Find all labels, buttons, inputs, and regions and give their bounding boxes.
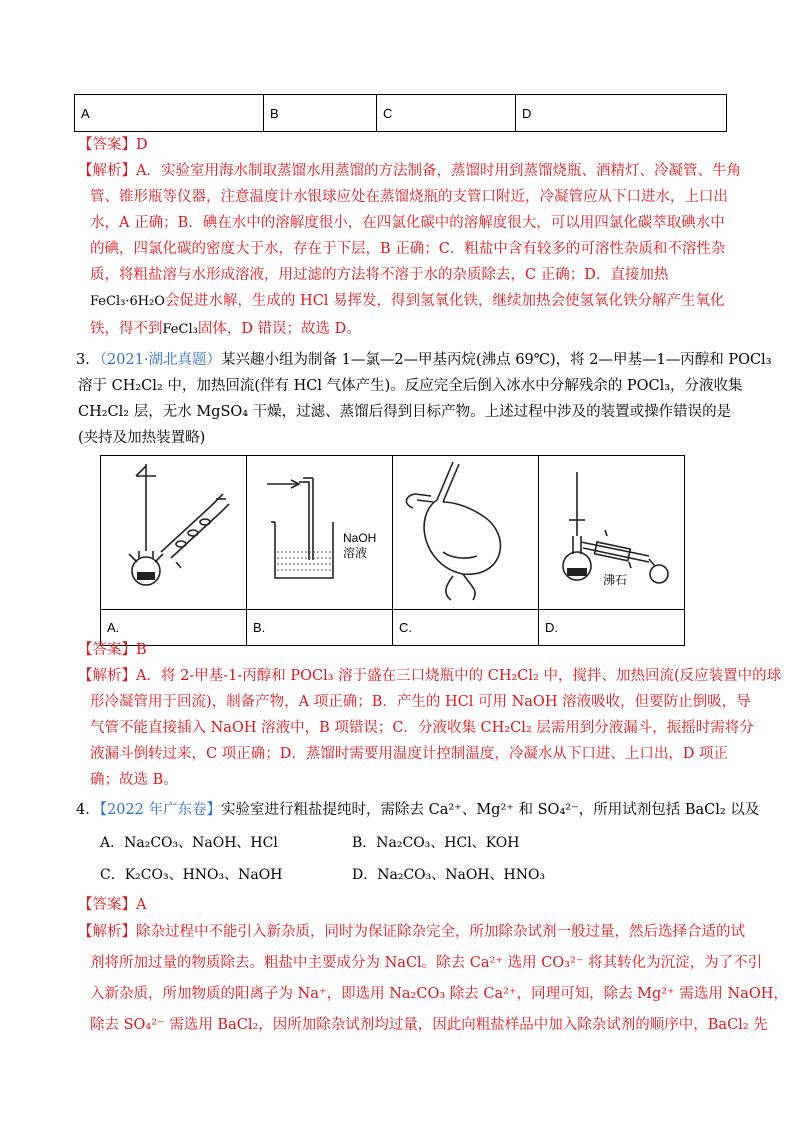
- figure-d-cell: [539, 456, 685, 610]
- q2-option-b: B: [264, 95, 377, 132]
- q3-analysis-line-4: 液漏斗倒转过来，C 项正确；D．蒸馏时需要用温度计控制温度，冷凝水从下口进、上口出，D 项正: [90, 746, 729, 762]
- q4-option-c: C．K₂CO₃、HNO₃、NaOH: [100, 867, 283, 883]
- formula-fecl3: FeCl₃: [162, 322, 198, 337]
- q4-option-b: B．Na₂CO₃、HCl、KOH: [352, 835, 520, 851]
- q2-analysis-line-4: 的碘，四氯化碳的密度大于水，存在于下层，B 正确；C．粗盐中含有较多的可溶性杂质和不溶性杂: [90, 241, 726, 257]
- answer-value: D: [136, 137, 148, 153]
- q3-stem-line-1: 3．（2021·湖北真题）某兴趣小组为制备 1—氯—2—甲基丙烷(沸点 69℃)，将 2—甲基—1—丙醇和 POCl₃: [76, 352, 772, 368]
- naoh-label: NaOH: [343, 531, 377, 545]
- answer-label: 【答案】: [78, 897, 136, 913]
- analysis-label: 【解析】: [78, 163, 136, 179]
- distillation-apparatus-image: [539, 456, 684, 606]
- q4-analysis-line-1: 【解析】除杂过程中不能引入新杂质，同时为保证除杂完全，所加除杂试剂一般过量，然后选择合适的试: [78, 924, 745, 940]
- q4-option-d: D．Na₂CO₃、NaOH、HNO₃: [352, 867, 546, 883]
- q2-option-c: C: [377, 95, 516, 132]
- q4-analysis-line-4: 除去 SO₄²⁻ 需选用 BaCl₂，因所加除杂试剂均过量，因此向粗盐样品中加入除杂试剂的顺序中，BaCl₂ 先: [90, 1017, 768, 1033]
- q3-option-c: C.: [393, 610, 539, 646]
- question-number: 4．: [76, 802, 100, 818]
- q3-option-d: D.: [539, 610, 685, 646]
- q2-analysis-line-1: 【解析】A．实验室用海水制取蒸馏水用蒸馏的方法制备，蒸馏时用到蒸馏烧瓶、酒精灯、冷凝管、牛角: [78, 163, 741, 179]
- answer-value: B: [136, 642, 147, 658]
- figure-b-cell: [247, 456, 393, 610]
- q3-stem-line-2: 溶于 CH₂Cl₂ 中，加热回流(伴有 HCl 气体产生)。反应完全后倒入冰水中分解残余的 POCl₃，分液收集: [78, 378, 743, 394]
- question-source: （2021·湖北真题）: [99, 352, 221, 368]
- gas-absorption-image: [247, 456, 392, 606]
- q2-analysis-line-2: 管、锥形瓶等仪器，注意温度计水银球应处在蒸馏烧瓶的支管口附近，冷凝管应从下口进水，上口出: [90, 189, 728, 205]
- q3-option-b: B.: [247, 610, 393, 646]
- boiling-chips-label: 沸石: [603, 573, 628, 587]
- q4-option-a: A．Na₂CO₃、NaOH、HCl: [100, 835, 278, 851]
- q3-apparatus-table: [100, 455, 685, 646]
- q3-answer: [78, 640, 147, 660]
- q2-answer: [78, 135, 148, 155]
- q2-analysis-line-5: 质，将粗盐溶与水形成溶液，用过滤的方法将不溶于水的杂质除去，C 正确；D．直接加热: [90, 267, 669, 283]
- analysis-label: 【解析】: [78, 924, 136, 940]
- q3-option-a: A.: [101, 610, 247, 646]
- q4-analysis-line-3: 入新杂质，所加物质的阳离子为 Na⁺，即选用 Na₂CO₃ 除去 Ca²⁺，同理可知，除去 Mg²⁺ 需选用 NaOH，: [90, 986, 788, 1002]
- separatory-funnel-shaking-image: [393, 456, 538, 606]
- figure-a-cell: [101, 456, 247, 610]
- q2-option-d: D: [516, 95, 727, 132]
- q3-stem-line-3: CH₂Cl₂ 层，无水 MgSO₄ 干燥，过滤、蒸馏后得到目标产物。上述过程中涉及的装置或操作错误的是: [78, 404, 732, 420]
- q4-analysis-line-2: 剂将所加过量的物质除去。粗盐中主要成分为 NaCl。除去 Ca²⁺ 选用 CO₃²⁻ 将其转化为沉淀，为了不引: [90, 955, 763, 971]
- q3-analysis-line-3: 气管不能直接插入 NaOH 溶液中，B 项错误；C．分液收集 CH₂Cl₂ 层需用到分液漏斗，振摇时需将分: [90, 720, 754, 736]
- question-number: 3．: [76, 352, 100, 368]
- figure-c-cell: [393, 456, 539, 610]
- analysis-label: 【解析】: [78, 668, 136, 684]
- answer-label: 【答案】: [78, 642, 136, 658]
- q2-analysis-line-3: 水，A 正确；B．碘在水中的溶解度很小，在四氯化碳中的溶解度很大，可以用四氯化碳萃取碘水中: [90, 215, 725, 231]
- question-source: 【2022 年广东卷】: [99, 802, 221, 818]
- answer-value: A: [136, 897, 147, 913]
- formula-fecl3-hydrate: FeCl₃·6H₂O: [90, 294, 165, 309]
- q4-answer: [78, 895, 146, 915]
- q3-analysis-line-2: 形冷凝管用于回流)，制备产物，A 项正确；B．产生的 HCl 可用 NaOH 溶液吸收，但要防止倒吸，导: [90, 694, 751, 710]
- q2-analysis-line-7: 铁，得不到FeCl₃固体，D 错误；故选 D。: [90, 321, 361, 337]
- q2-analysis-line-6: FeCl₃·6H₂O会促进水解，生成的 HCl 易挥发，得到氢氧化铁，继续加热会使氢氧化铁分解产生氧化: [90, 293, 725, 309]
- solution-label: 溶液: [343, 546, 368, 560]
- q3-analysis-line-1: 【解析】A．将 2-甲基-1-丙醇和 POCl₃ 溶于盛在三口烧瓶中的 CH₂Cl₂ 中，搅拌、加热回流(反应装置中的球: [78, 668, 782, 684]
- q3-analysis-line-5: 确；故选 B。: [90, 772, 178, 788]
- q4-stem: 4．【2022 年广东卷】实验室进行粗盐提纯时，需除去 Ca²⁺、Mg²⁺ 和 SO₄²⁻，所用试剂包括 BaCl₂ 以及: [76, 802, 760, 818]
- reflux-apparatus-image: [101, 456, 246, 606]
- q3-stem-line-4: (夹持及加热装置略): [78, 430, 206, 446]
- answer-label: 【答案】: [78, 137, 136, 153]
- q2-option-a: A: [75, 95, 264, 132]
- q2-options-table: [74, 94, 727, 132]
